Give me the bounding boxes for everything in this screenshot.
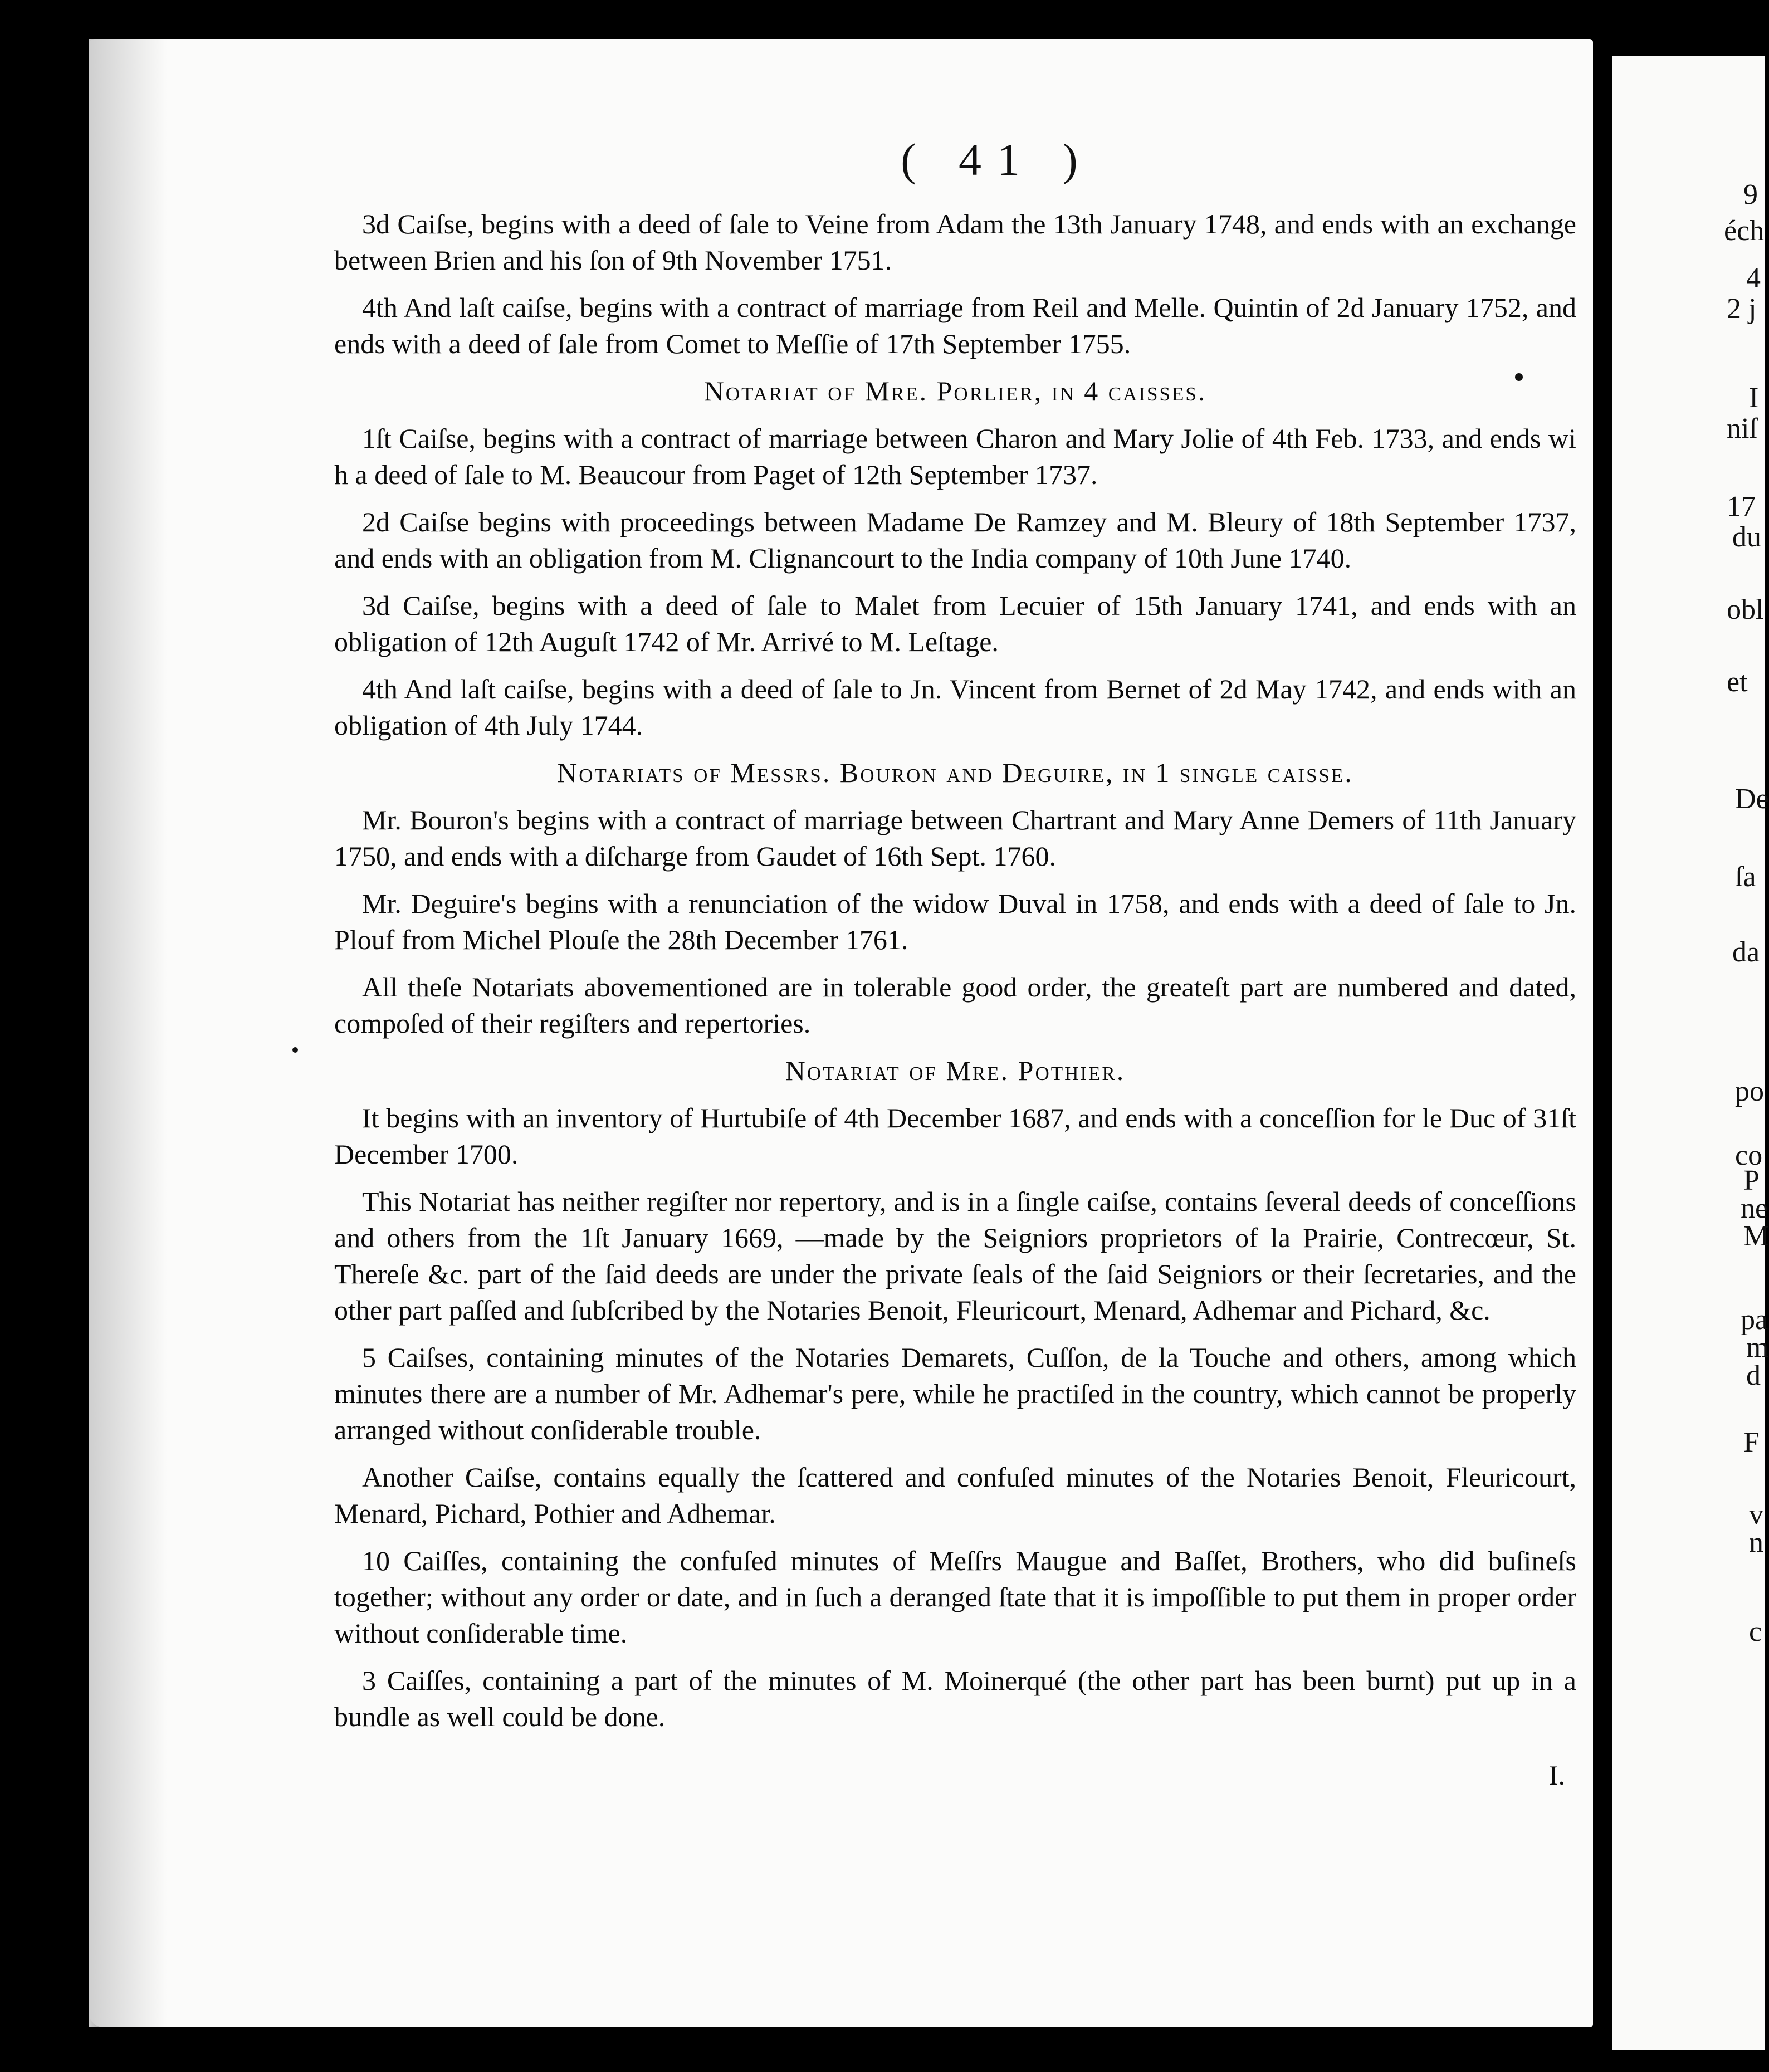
paragraph: 3d Caiſse, begins with a deed of ſale to Veine from Adam the 13th January 1748, and ends with an exchange between Brien and his ſon of 9th November 1751. [334, 208, 1576, 276]
paragraph: 5 Caiſses, containing minutes of the Notaries Demarets, Cuſſon, de la Touche and others, among which minutes there are a number of Mr. Adhemar's pere, while he practiſed in the country, which cannot be properly arranged without conſiderable trouble. [334, 1342, 1576, 1445]
paragraph: 10 Caiſſes, containing the confuſed minutes of Meſſrs Maugue and Baſſet, Brothers, who did buſineſs together; without any order or date, and in ſuch a deranged ſtate that it is impoſſible to put them in proper order without conſiderable time. [334, 1545, 1576, 1649]
paragraph: This Notariat has neither regiſter nor repertory, and is in a ſingle caiſse, contains ſeveral deeds of conceſſions and others from the 1ſt January 1669, —made by the Seigniors proprietors of la Prairie, Contrecœur, St. Thereſe &c. part of the ſaid deeds are under the private ſeals of the ſaid Seigniors or their ſecretaries, and the other part paſſed and ſubſcribed by the Notaries Benoit, Fleuricourt, Menard, Adhemar and Pichard, &c. [334, 1186, 1576, 1326]
section-heading: Notariats of Meſſrs. Bouron and Deguire, in 1 ſingle caiſse. [557, 757, 1353, 788]
paragraph: It begins with an inventory of Hurtubiſe of 4th December 1687, and ends with a conceſſion for le Duc of 31ſt December 1700. [334, 1102, 1576, 1170]
ink-blot [1515, 373, 1523, 381]
book-page [89, 39, 1593, 2027]
paragraph: 3d Caiſse, begins with a deed of ſale to Malet from Lecuier of 15th January 1741, and ends with an obligation of 12th Auguſt 1742 of Mr. Arrivé to M. Leſtage. [334, 590, 1576, 657]
paragraph: 1ſt Caiſse, begins with a contract of marriage between Charon and Mary Jolie of 4th Feb. 1733, and ends wi h a deed of ſale to M. Beaucour from Paget of 12th September 1737. [334, 423, 1576, 490]
paragraph: 4th And laſt caiſse, begins with a contract of marriage from Reil and Melle. Quintin of 2d January 1752, and ends with a deed of ſale from Comet to Meſſie of 17th September 1755. [334, 292, 1576, 359]
section-heading: Notariat of Mre. Pothier. [785, 1055, 1126, 1086]
paragraph: 4th And laſt caiſse, begins with a deed of ſale to Jn. Vincent from Bernet of 2d May 1742, and ends with an obligation of 4th July 1744. [334, 673, 1576, 741]
ink-blot [292, 1047, 298, 1053]
paragraph: Mr. Bouron's begins with a contract of marriage between Chartrant and Mary Anne Demers of 11th January 1750, and ends with a diſcharge from Gaudet of 16th Sept. 1760. [334, 804, 1576, 872]
book-binding [1597, 39, 1612, 2072]
page-body [334, 206, 1576, 1794]
paragraph: All theſe Notariats abovementioned are in tolerable good order, the greateſt part are numbered and dated, compoſed of their regiſters and repertories. [334, 971, 1576, 1039]
section-heading: Notariat of Mre. Porlier, in 4 caiſses. [703, 375, 1207, 407]
paragraph: Another Caiſse, contains equally the ſcattered and confuſed minutes of the Notaries Benoit, Fleuricourt, Menard, Pichard, Pothier and Adhemar. [334, 1462, 1576, 1529]
page-gutter-shadow [89, 39, 167, 2027]
paragraph: 3 Caiſſes, containing a part of the minutes of M. Moinerqué (the other part has been burnt) put up in a bundle as well could be done. [334, 1665, 1576, 1732]
paragraph: 2d Caiſse begins with proceedings between Madame De Ramzey and M. Bleury of 18th September 1737, and ends with an obligation from M. Clignancourt to the India company of 10th June 1740. [334, 506, 1576, 574]
facing-page-edge [1612, 56, 1765, 2050]
paragraph: Mr. Deguire's begins with a renunciation of the widow Duval in 1758, and ends with a deed of ſale to Jn. Plouf from Michel Plouſe the 28th December 1761. [334, 888, 1576, 955]
page-number: ( 41 ) [901, 134, 1093, 185]
catchword: I. [1548, 1760, 1565, 1791]
